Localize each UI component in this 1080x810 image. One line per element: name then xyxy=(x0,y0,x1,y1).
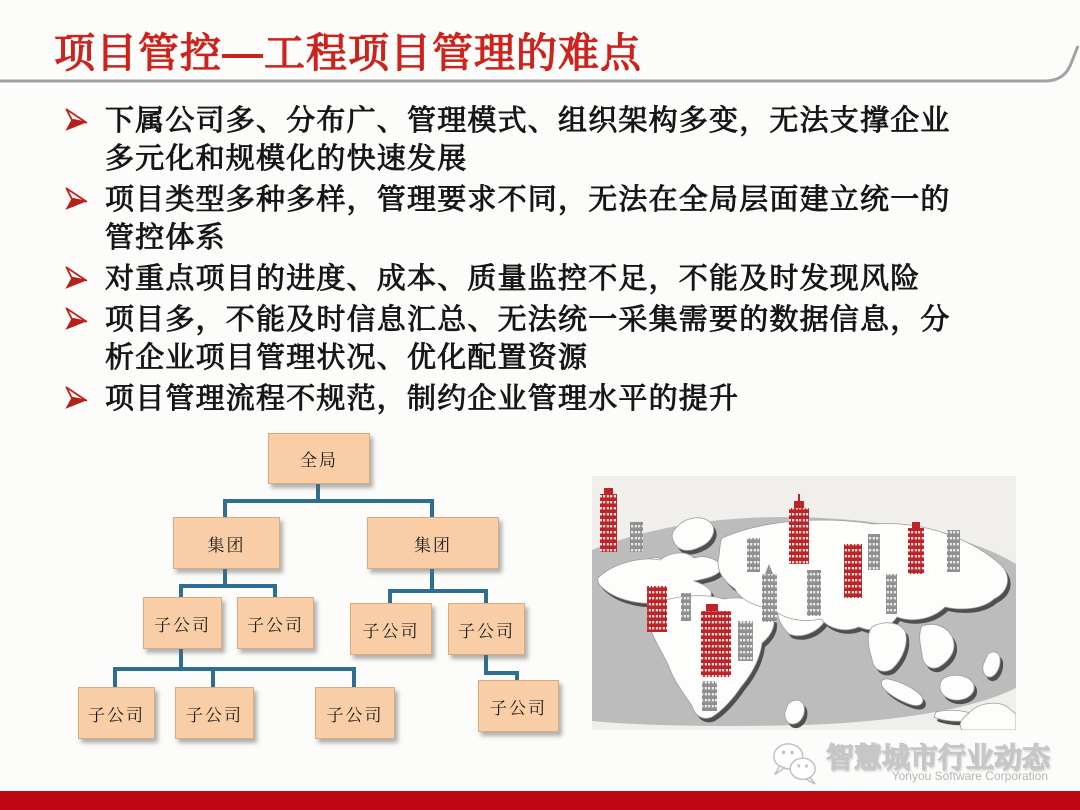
org-node-sub-7: 子公司 xyxy=(315,687,395,739)
gray-building-icon xyxy=(868,534,880,570)
red-building-icon xyxy=(844,544,862,598)
list-item xyxy=(62,102,954,178)
bullet-arrow-icon xyxy=(60,185,92,217)
bullet-arrow-icon xyxy=(60,264,92,296)
gray-building-icon xyxy=(681,593,691,621)
org-node-sub-4: 子公司 xyxy=(448,603,525,655)
org-node-sub-6: 子公司 xyxy=(175,687,254,739)
bullet-arrow-icon xyxy=(60,106,92,138)
org-chart-diagram xyxy=(60,428,580,746)
org-node-group-1: 集团 xyxy=(173,517,280,569)
watermark-title: 智慧城市行业动态 xyxy=(826,742,1051,773)
watermark-subtitle: Yonyou Software Corporation xyxy=(891,769,1049,783)
gray-building-icon xyxy=(702,681,717,711)
page-title: 项目管控—工程项目管理的难点 xyxy=(54,30,642,76)
bullet-text: 项目管理流程不规范，制约企业管理水平的提升 xyxy=(105,383,740,415)
bullet-text: 下属公司多、分布广、管理模式、组织架构多变，无法支撑企业多元化和规模化的快速发展 xyxy=(105,105,951,175)
gray-building-icon xyxy=(738,621,753,661)
org-node-root: 全局 xyxy=(268,433,370,484)
bullet-list xyxy=(62,102,954,421)
list-item xyxy=(62,260,954,298)
org-node-group-2: 集团 xyxy=(367,517,499,569)
bottom-red-bar xyxy=(0,791,1080,810)
red-building-icon xyxy=(647,586,667,632)
list-item xyxy=(62,181,954,257)
gray-building-icon xyxy=(947,530,960,572)
list-item xyxy=(62,301,954,377)
world-map-illustration xyxy=(592,476,1016,730)
red-building-icon xyxy=(701,604,731,677)
watermark xyxy=(768,736,1068,788)
org-node-sub-3: 子公司 xyxy=(350,603,432,655)
bullet-text: 项目类型多种多样，管理要求不同，无法在全局层面建立统一的管控体系 xyxy=(105,184,951,254)
bullet-arrow-icon xyxy=(60,305,92,337)
org-node-sub-8: 子公司 xyxy=(478,680,559,732)
org-node-sub-1: 子公司 xyxy=(143,597,222,649)
bullet-arrow-icon xyxy=(60,384,92,416)
red-building-icon xyxy=(600,488,617,552)
gray-building-icon xyxy=(630,522,643,552)
wechat-bubbles-logo-icon xyxy=(768,740,822,788)
bullet-text: 项目多，不能及时信息汇总、无法统一采集需要的数据信息，分析企业项目管理状况、优化配置资源 xyxy=(105,304,951,374)
gray-building-icon xyxy=(886,574,897,614)
gray-building-icon xyxy=(747,538,760,572)
bullet-text: 对重点项目的进度、成本、质量监控不足，不能及时发现风险 xyxy=(105,263,921,295)
gray-building-icon xyxy=(807,570,821,616)
red-building-icon xyxy=(908,522,924,574)
org-node-sub-2: 子公司 xyxy=(237,597,314,649)
org-node-sub-5: 子公司 xyxy=(78,687,155,739)
list-item xyxy=(62,380,954,418)
